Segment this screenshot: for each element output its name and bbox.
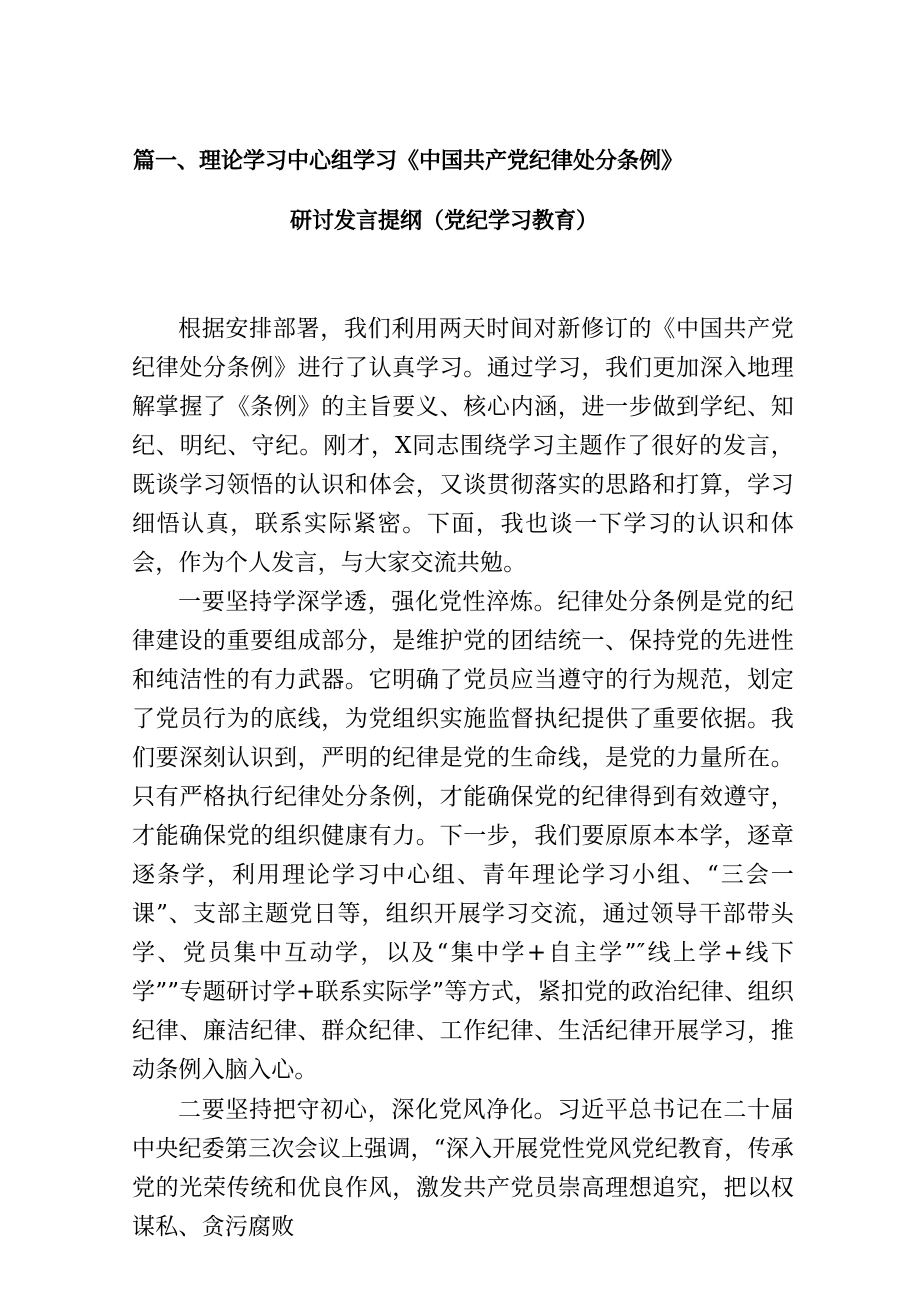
body-paragraph: 根据安排部署，我们利用两天时间对新修订的《中国共产党纪律处分条例》进行了认真学习。通过学习，我们更加深入地理解掌握了《条例》的主旨要义、核心内涵，进一步做到学纪、知纪、明纪、守纪。刚才，X同志围绕学习主题作了很好的发言，既谈学习领悟的认识和体会，又谈贯彻落实的思路和打算，学习细悟认真，联系实际紧密。下面，我也谈一下学习的认识和体会，作为个人发言，与大家交流共勉。: [132, 316, 794, 576]
document-title-line-2: 研讨发言提纲（党纪学习教育）: [290, 208, 599, 234]
body-paragraph-block-2: [132, 583, 794, 1090]
body-paragraph-block-3: [132, 1091, 794, 1247]
body-paragraph: 二要坚持把守初心，深化党风净化。习近平总书记在二十届中央纪委第三次会议上强调，“深入开展党性党风党纪教育，传承党的光荣传统和优良作风，激发共产党员崇高理想追究，把以权谋私、贪污腐败: [132, 1097, 794, 1240]
document-title-line-1: 篇一、理论学习中心组学习《中国共产党纪律处分条例》: [133, 148, 684, 174]
body-paragraph: 一要坚持学深学透，强化党性淬炼。纪律处分条例是党的纪律建设的重要组成部分，是维护党的团结统一、保持党的先进性和纯洁性的有力武器。它明确了党员应当遵守的行为规范，划定了党员行为的底线，为党组织实施监督执纪提供了重要依据。我们要深刻认识到，严明的纪律是党的生命线，是党的力量所在。只有严格执行纪律处分条例，才能确保党的纪律得到有效遵守，才能确保党的组织健康有力。下一步，我们要原原本本学，逐章逐条学，利用理论学习中心组、青年理论学习小组、“三会一课”、支部主题党日等，组织开展学习交流，通过领导干部带头学、党员集中互动学，以及“集中学+自主学”″线上学+线下学””专题研讨学+联系实际学”等方式，紧扣党的政治纪律、组织纪律、廉洁纪律、群众纪律、工作纪律、生活纪律开展学习，推动条例入脑入心。: [132, 589, 794, 1083]
body-paragraph-block-1: [132, 310, 794, 583]
